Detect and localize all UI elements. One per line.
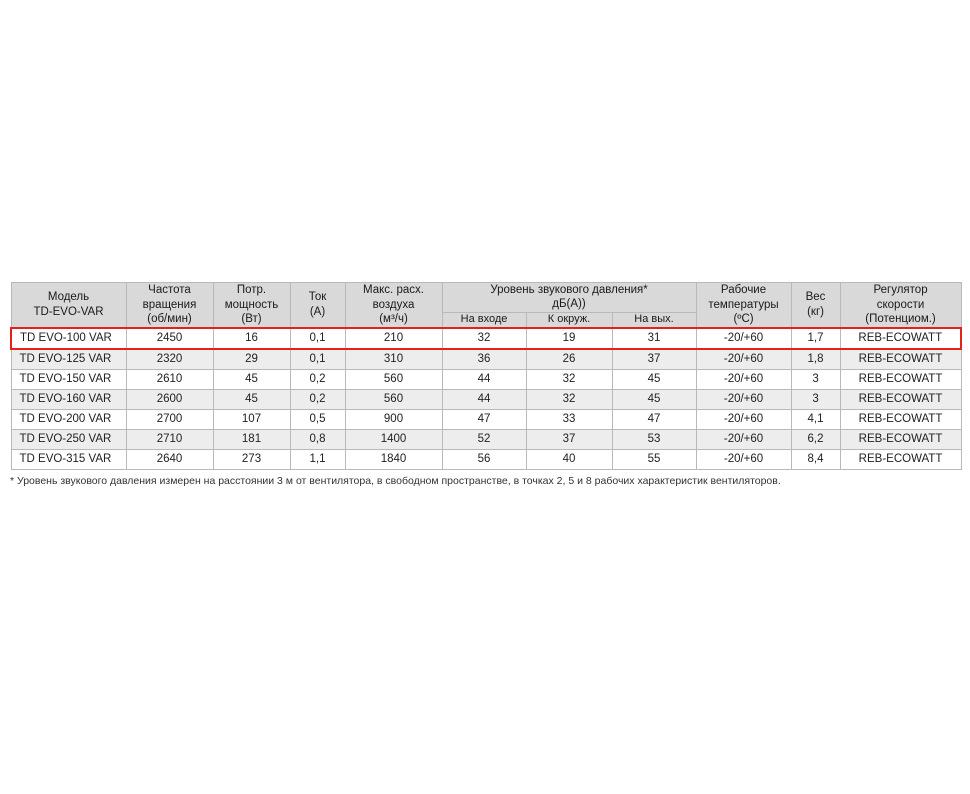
cell-sound-outlet: 53	[612, 429, 696, 449]
cell-speed: 2610	[126, 369, 213, 389]
cell-regulator: REB-ECOWATT	[840, 449, 961, 469]
header-regulator-line1: Регулятор	[873, 284, 928, 297]
cell-sound-ambient: 32	[526, 369, 612, 389]
cell-weight: 1,8	[791, 349, 840, 370]
table-row	[11, 409, 961, 429]
header-speed-line2: вращения	[142, 298, 197, 311]
cell-sound-inlet: 44	[442, 369, 526, 389]
cell-sound-outlet: 45	[612, 369, 696, 389]
header-sound-line2: дБ(А))	[552, 298, 586, 311]
header-power	[213, 283, 290, 328]
header-airflow-line2: воздуха	[372, 298, 415, 311]
cell-temp: -20/+60	[696, 429, 791, 449]
cell-sound-ambient: 37	[526, 429, 612, 449]
cell-weight: 6,2	[791, 429, 840, 449]
cell-power: 107	[213, 409, 290, 429]
cell-airflow: 1400	[345, 429, 442, 449]
cell-power: 16	[213, 328, 290, 349]
header-temp-line1: Рабочие	[720, 284, 767, 297]
cell-sound-ambient: 32	[526, 389, 612, 409]
header-weight-line1: Вес	[805, 291, 826, 304]
cell-power: 273	[213, 449, 290, 469]
cell-speed: 2640	[126, 449, 213, 469]
cell-current: 0,1	[290, 328, 345, 349]
header-current	[290, 283, 345, 328]
header-regulator-line3: (Потенциом.)	[865, 312, 936, 325]
cell-temp: -20/+60	[696, 328, 791, 349]
cell-sound-ambient: 19	[526, 328, 612, 349]
cell-airflow: 210	[345, 328, 442, 349]
cell-sound-outlet: 47	[612, 409, 696, 429]
cell-temp: -20/+60	[696, 349, 791, 370]
cell-temp: -20/+60	[696, 389, 791, 409]
cell-speed: 2600	[126, 389, 213, 409]
cell-sound-inlet: 56	[442, 449, 526, 469]
cell-sound-outlet: 45	[612, 389, 696, 409]
cell-current: 0,8	[290, 429, 345, 449]
cell-sound-outlet: 31	[612, 328, 696, 349]
cell-model: TD EVO-250 VAR	[11, 429, 126, 449]
header-row-top	[11, 283, 961, 313]
cell-airflow: 560	[345, 369, 442, 389]
table-row	[11, 328, 961, 349]
table-footnote: * Уровень звукового давления измерен на расстоянии 3 м от вентилятора, в свободном пространстве, в точках 2, 5 и 8 рабочих характеристик вентиляторов.	[10, 474, 781, 487]
cell-airflow: 560	[345, 389, 442, 409]
cell-temp: -20/+60	[696, 369, 791, 389]
cell-model: TD EVO-125 VAR	[11, 349, 126, 370]
header-current-line1: Ток	[308, 291, 327, 304]
cell-speed: 2320	[126, 349, 213, 370]
header-weight-line2: (кг)	[807, 305, 824, 318]
header-rotation-speed	[126, 283, 213, 328]
cell-regulator: REB-ECOWATT	[840, 328, 961, 349]
cell-regulator: REB-ECOWATT	[840, 429, 961, 449]
cell-speed: 2450	[126, 328, 213, 349]
header-speed-line1: Частота	[148, 284, 191, 297]
cell-sound-inlet: 52	[442, 429, 526, 449]
header-weight	[791, 283, 840, 328]
cell-weight: 1,7	[791, 328, 840, 349]
cell-regulator: REB-ECOWATT	[840, 389, 961, 409]
cell-current: 1,1	[290, 449, 345, 469]
cell-airflow: 1840	[345, 449, 442, 469]
cell-airflow: 900	[345, 409, 442, 429]
cell-sound-ambient: 33	[526, 409, 612, 429]
header-temperature	[696, 283, 791, 328]
table-row	[11, 349, 961, 370]
table-row	[11, 389, 961, 409]
table-body	[11, 328, 961, 470]
cell-weight: 4,1	[791, 409, 840, 429]
header-sound-outlet: На вых.	[612, 312, 696, 327]
table-row	[11, 449, 961, 469]
cell-current: 0,2	[290, 369, 345, 389]
cell-model: TD EVO-100 VAR	[11, 328, 126, 349]
header-model	[11, 283, 126, 328]
header-power-line3: (Вт)	[241, 312, 262, 325]
cell-weight: 8,4	[791, 449, 840, 469]
header-sound-inlet: На входе	[442, 312, 526, 327]
cell-sound-inlet: 36	[442, 349, 526, 370]
cell-sound-ambient: 40	[526, 449, 612, 469]
cell-power: 45	[213, 369, 290, 389]
cell-weight: 3	[791, 369, 840, 389]
header-temp-line2: температуры	[708, 298, 779, 311]
table-row	[11, 369, 961, 389]
header-model-line2: TD-EVO-VAR	[33, 305, 104, 318]
header-power-line1: Потр.	[236, 284, 267, 297]
cell-current: 0,5	[290, 409, 345, 429]
header-temp-line3: (ºС)	[733, 312, 754, 325]
cell-speed: 2710	[126, 429, 213, 449]
cell-temp: -20/+60	[696, 409, 791, 429]
table-header	[11, 283, 961, 328]
header-power-line2: мощность	[224, 298, 279, 311]
cell-speed: 2700	[126, 409, 213, 429]
header-model-line1: Модель	[47, 291, 90, 304]
cell-sound-outlet: 37	[612, 349, 696, 370]
cell-model: TD EVO-160 VAR	[11, 389, 126, 409]
header-speed-line3: (об/мин)	[147, 312, 192, 325]
cell-weight: 3	[791, 389, 840, 409]
header-regulator	[840, 283, 961, 328]
cell-model: TD EVO-315 VAR	[11, 449, 126, 469]
cell-current: 0,1	[290, 349, 345, 370]
table-row	[11, 429, 961, 449]
header-current-line2: (А)	[309, 305, 326, 318]
cell-model: TD EVO-200 VAR	[11, 409, 126, 429]
cell-airflow: 310	[345, 349, 442, 370]
header-sound-pressure-group	[442, 283, 696, 313]
cell-sound-inlet: 32	[442, 328, 526, 349]
cell-regulator: REB-ECOWATT	[840, 369, 961, 389]
header-airflow	[345, 283, 442, 328]
header-sound-ambient: К окруж.	[526, 312, 612, 327]
cell-regulator: REB-ECOWATT	[840, 349, 961, 370]
cell-sound-ambient: 26	[526, 349, 612, 370]
cell-sound-inlet: 44	[442, 389, 526, 409]
specification-table-container	[10, 282, 960, 488]
header-regulator-line2: скорости	[876, 298, 925, 311]
cell-power: 45	[213, 389, 290, 409]
cell-power: 181	[213, 429, 290, 449]
specification-table	[10, 282, 962, 470]
header-airflow-line1: Макс. расх.	[363, 284, 424, 297]
header-airflow-line3: (м³/ч)	[379, 312, 408, 325]
cell-sound-outlet: 55	[612, 449, 696, 469]
cell-model: TD EVO-150 VAR	[11, 369, 126, 389]
cell-temp: -20/+60	[696, 449, 791, 469]
cell-regulator: REB-ECOWATT	[840, 409, 961, 429]
cell-current: 0,2	[290, 389, 345, 409]
cell-sound-inlet: 47	[442, 409, 526, 429]
cell-power: 29	[213, 349, 290, 370]
header-sound-line1: Уровень звукового давления*	[490, 284, 648, 296]
